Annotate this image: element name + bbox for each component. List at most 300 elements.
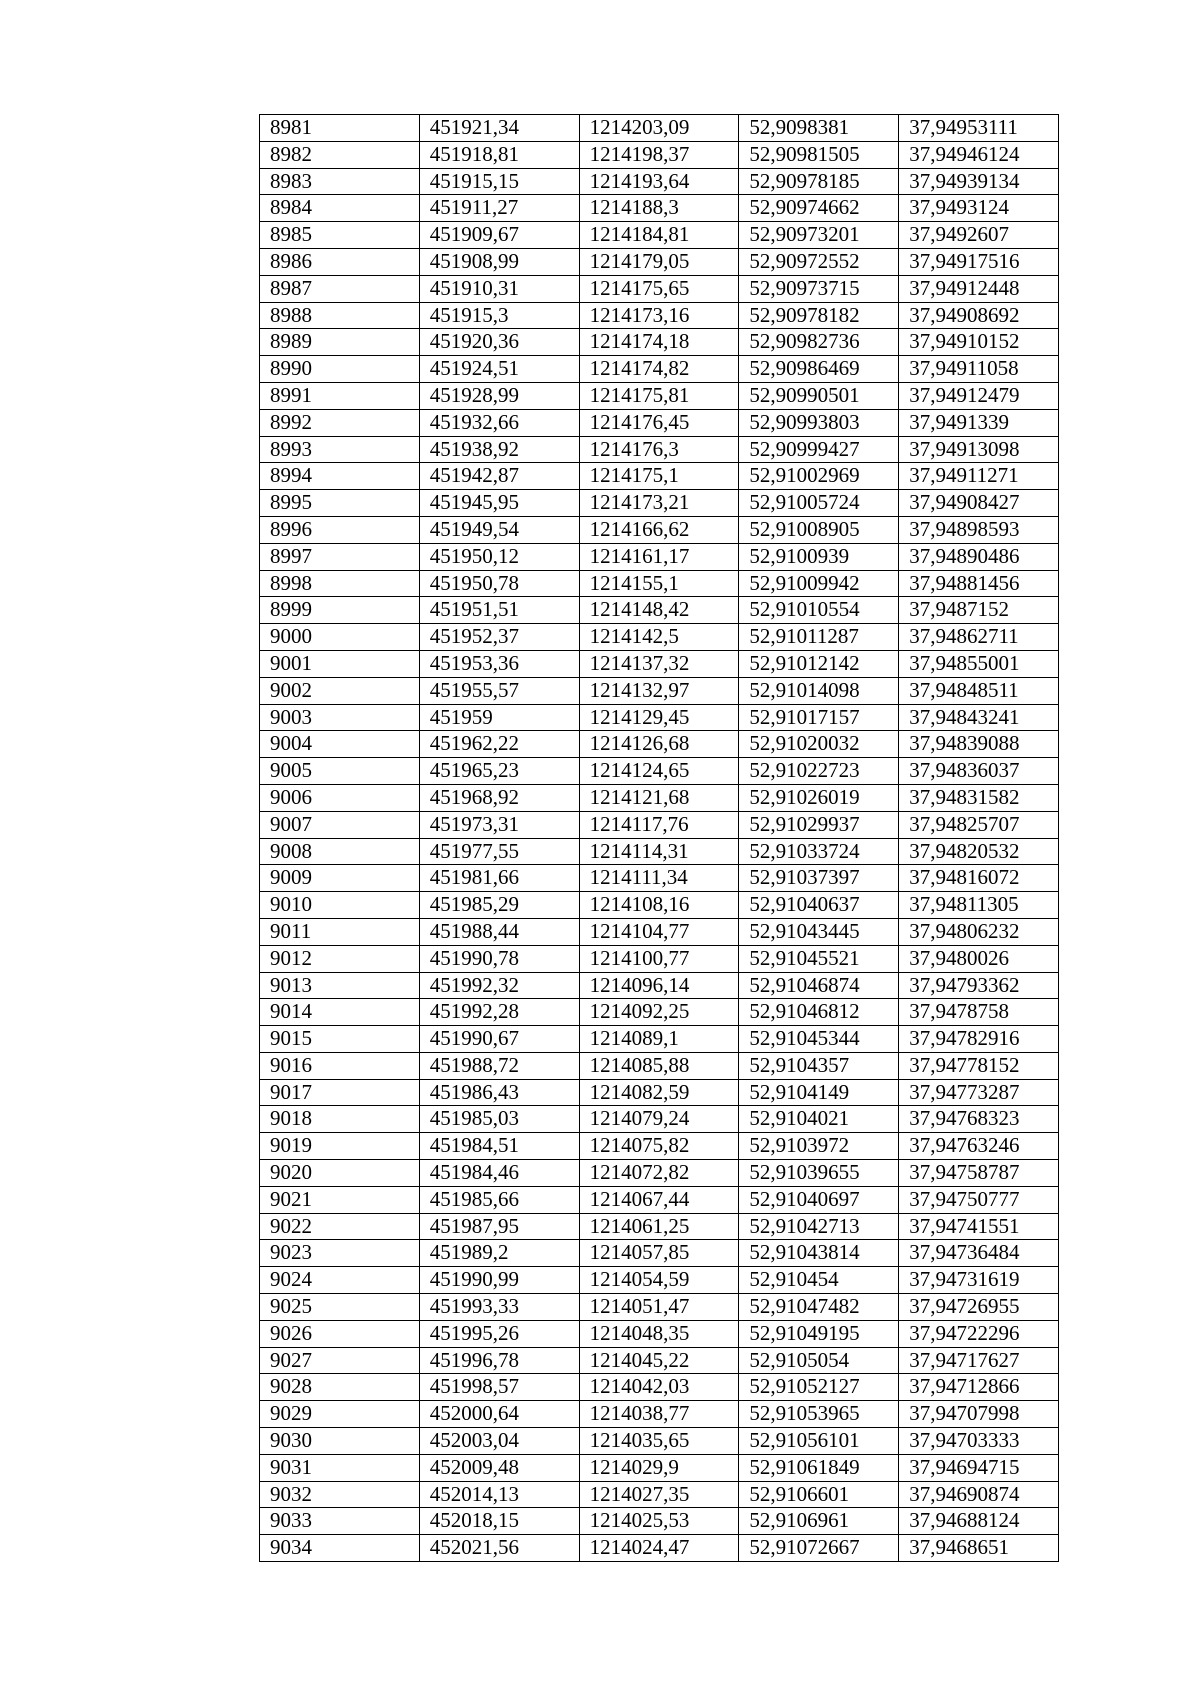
point-number-cell: 9034 [260, 1535, 420, 1562]
longitude-cell: 37,9493124 [899, 195, 1059, 222]
y-coordinate-cell: 1214092,25 [579, 999, 739, 1026]
latitude-cell: 52,90972552 [739, 248, 899, 275]
table-row [260, 731, 1059, 758]
point-number-cell: 8984 [260, 195, 420, 222]
point-number-cell: 9009 [260, 865, 420, 892]
point-number-cell: 8983 [260, 168, 420, 195]
x-coordinate-cell: 451993,33 [419, 1294, 579, 1321]
latitude-cell: 52,9104021 [739, 1106, 899, 1133]
table-row [260, 1347, 1059, 1374]
table-row [260, 784, 1059, 811]
y-coordinate-cell: 1214129,45 [579, 704, 739, 731]
latitude-cell: 52,90978182 [739, 302, 899, 329]
latitude-cell: 52,91045344 [739, 1026, 899, 1053]
y-coordinate-cell: 1214111,34 [579, 865, 739, 892]
y-coordinate-cell: 1214096,14 [579, 972, 739, 999]
longitude-cell: 37,9480026 [899, 945, 1059, 972]
table-row [260, 436, 1059, 463]
point-number-cell: 9006 [260, 784, 420, 811]
point-number-cell: 9023 [260, 1240, 420, 1267]
point-number-cell: 9033 [260, 1508, 420, 1535]
table-row [260, 1052, 1059, 1079]
x-coordinate-cell: 451990,67 [419, 1026, 579, 1053]
table-row [260, 1186, 1059, 1213]
y-coordinate-cell: 1214035,65 [579, 1428, 739, 1455]
longitude-cell: 37,94694715 [899, 1454, 1059, 1481]
point-number-cell: 8991 [260, 382, 420, 409]
point-number-cell: 9019 [260, 1133, 420, 1160]
longitude-cell: 37,94843241 [899, 704, 1059, 731]
x-coordinate-cell: 451992,32 [419, 972, 579, 999]
y-coordinate-cell: 1214085,88 [579, 1052, 739, 1079]
y-coordinate-cell: 1214072,82 [579, 1160, 739, 1187]
latitude-cell: 52,91009942 [739, 570, 899, 597]
latitude-cell: 52,910454 [739, 1267, 899, 1294]
x-coordinate-cell: 451988,44 [419, 918, 579, 945]
longitude-cell: 37,94820532 [899, 838, 1059, 865]
table-row [260, 168, 1059, 195]
longitude-cell: 37,94825707 [899, 811, 1059, 838]
latitude-cell: 52,91046874 [739, 972, 899, 999]
y-coordinate-cell: 1214132,97 [579, 677, 739, 704]
point-number-cell: 9022 [260, 1213, 420, 1240]
y-coordinate-cell: 1214175,1 [579, 463, 739, 490]
x-coordinate-cell: 452003,04 [419, 1428, 579, 1455]
y-coordinate-cell: 1214045,22 [579, 1347, 739, 1374]
y-coordinate-cell: 1214175,65 [579, 275, 739, 302]
table-row [260, 1508, 1059, 1535]
latitude-cell: 52,91029937 [739, 811, 899, 838]
point-number-cell: 9018 [260, 1106, 420, 1133]
point-number-cell: 8982 [260, 141, 420, 168]
point-number-cell: 9027 [260, 1347, 420, 1374]
longitude-cell: 37,94773287 [899, 1079, 1059, 1106]
longitude-cell: 37,94917516 [899, 248, 1059, 275]
y-coordinate-cell: 1214054,59 [579, 1267, 739, 1294]
latitude-cell: 52,91052127 [739, 1374, 899, 1401]
y-coordinate-cell: 1214126,68 [579, 731, 739, 758]
table-row [260, 275, 1059, 302]
point-number-cell: 9011 [260, 918, 420, 945]
point-number-cell: 9008 [260, 838, 420, 865]
point-number-cell: 9031 [260, 1454, 420, 1481]
coordinates-table-body [260, 115, 1059, 1562]
latitude-cell: 52,90973201 [739, 222, 899, 249]
table-row [260, 1320, 1059, 1347]
y-coordinate-cell: 1214038,77 [579, 1401, 739, 1428]
x-coordinate-cell: 451910,31 [419, 275, 579, 302]
latitude-cell: 52,9106601 [739, 1481, 899, 1508]
x-coordinate-cell: 451921,34 [419, 115, 579, 142]
table-row [260, 1240, 1059, 1267]
x-coordinate-cell: 452014,13 [419, 1481, 579, 1508]
latitude-cell: 52,91072667 [739, 1535, 899, 1562]
latitude-cell: 52,9106961 [739, 1508, 899, 1535]
table-row [260, 999, 1059, 1026]
point-number-cell: 9017 [260, 1079, 420, 1106]
latitude-cell: 52,91061849 [739, 1454, 899, 1481]
longitude-cell: 37,94881456 [899, 570, 1059, 597]
table-row [260, 570, 1059, 597]
y-coordinate-cell: 1214029,9 [579, 1454, 739, 1481]
table-row [260, 115, 1059, 142]
longitude-cell: 37,94690874 [899, 1481, 1059, 1508]
table-row [260, 1267, 1059, 1294]
y-coordinate-cell: 1214117,76 [579, 811, 739, 838]
longitude-cell: 37,94910152 [899, 329, 1059, 356]
x-coordinate-cell: 451984,46 [419, 1160, 579, 1187]
x-coordinate-cell: 451962,22 [419, 731, 579, 758]
x-coordinate-cell: 452018,15 [419, 1508, 579, 1535]
longitude-cell: 37,94806232 [899, 918, 1059, 945]
table-row [260, 972, 1059, 999]
y-coordinate-cell: 1214089,1 [579, 1026, 739, 1053]
latitude-cell: 52,90999427 [739, 436, 899, 463]
point-number-cell: 8992 [260, 409, 420, 436]
table-row [260, 1026, 1059, 1053]
table-row [260, 490, 1059, 517]
table-row [260, 704, 1059, 731]
longitude-cell: 37,94736484 [899, 1240, 1059, 1267]
latitude-cell: 52,91040697 [739, 1186, 899, 1213]
longitude-cell: 37,94782916 [899, 1026, 1059, 1053]
longitude-cell: 37,94953111 [899, 115, 1059, 142]
x-coordinate-cell: 451977,55 [419, 838, 579, 865]
point-number-cell: 8995 [260, 490, 420, 517]
table-row [260, 838, 1059, 865]
table-row [260, 1106, 1059, 1133]
y-coordinate-cell: 1214193,64 [579, 168, 739, 195]
point-number-cell: 9002 [260, 677, 420, 704]
point-number-cell: 8981 [260, 115, 420, 142]
y-coordinate-cell: 1214161,17 [579, 543, 739, 570]
table-row [260, 1454, 1059, 1481]
longitude-cell: 37,94768323 [899, 1106, 1059, 1133]
longitude-cell: 37,94908427 [899, 490, 1059, 517]
table-row [260, 677, 1059, 704]
point-number-cell: 8985 [260, 222, 420, 249]
longitude-cell: 37,94778152 [899, 1052, 1059, 1079]
latitude-cell: 52,91040637 [739, 892, 899, 919]
y-coordinate-cell: 1214198,37 [579, 141, 739, 168]
x-coordinate-cell: 451968,92 [419, 784, 579, 811]
longitude-cell: 37,9487152 [899, 597, 1059, 624]
y-coordinate-cell: 1214175,81 [579, 382, 739, 409]
table-row [260, 1401, 1059, 1428]
y-coordinate-cell: 1214179,05 [579, 248, 739, 275]
latitude-cell: 52,90973715 [739, 275, 899, 302]
longitude-cell: 37,94946124 [899, 141, 1059, 168]
x-coordinate-cell: 451938,92 [419, 436, 579, 463]
point-number-cell: 9032 [260, 1481, 420, 1508]
point-number-cell: 9010 [260, 892, 420, 919]
point-number-cell: 8998 [260, 570, 420, 597]
table-row [260, 1535, 1059, 1562]
point-number-cell: 9015 [260, 1026, 420, 1053]
longitude-cell: 37,94908692 [899, 302, 1059, 329]
point-number-cell: 8988 [260, 302, 420, 329]
latitude-cell: 52,91008905 [739, 516, 899, 543]
x-coordinate-cell: 452000,64 [419, 1401, 579, 1428]
table-row [260, 1428, 1059, 1455]
table-row [260, 945, 1059, 972]
point-number-cell: 9021 [260, 1186, 420, 1213]
y-coordinate-cell: 1214114,31 [579, 838, 739, 865]
point-number-cell: 8996 [260, 516, 420, 543]
latitude-cell: 52,91010554 [739, 597, 899, 624]
table-row [260, 892, 1059, 919]
x-coordinate-cell: 452009,48 [419, 1454, 579, 1481]
longitude-cell: 37,94811305 [899, 892, 1059, 919]
y-coordinate-cell: 1214184,81 [579, 222, 739, 249]
table-row [260, 516, 1059, 543]
table-row [260, 918, 1059, 945]
x-coordinate-cell: 451989,2 [419, 1240, 579, 1267]
latitude-cell: 52,90982736 [739, 329, 899, 356]
latitude-cell: 52,91017157 [739, 704, 899, 731]
y-coordinate-cell: 1214155,1 [579, 570, 739, 597]
longitude-cell: 37,94912479 [899, 382, 1059, 409]
y-coordinate-cell: 1214188,3 [579, 195, 739, 222]
y-coordinate-cell: 1214100,77 [579, 945, 739, 972]
longitude-cell: 37,94913098 [899, 436, 1059, 463]
y-coordinate-cell: 1214025,53 [579, 1508, 739, 1535]
point-number-cell: 8997 [260, 543, 420, 570]
longitude-cell: 37,94862711 [899, 624, 1059, 651]
y-coordinate-cell: 1214166,62 [579, 516, 739, 543]
table-row [260, 1374, 1059, 1401]
point-number-cell: 9025 [260, 1294, 420, 1321]
longitude-cell: 37,94793362 [899, 972, 1059, 999]
point-number-cell: 9005 [260, 758, 420, 785]
y-coordinate-cell: 1214104,77 [579, 918, 739, 945]
y-coordinate-cell: 1214173,21 [579, 490, 739, 517]
longitude-cell: 37,94703333 [899, 1428, 1059, 1455]
x-coordinate-cell: 451932,66 [419, 409, 579, 436]
latitude-cell: 52,9104149 [739, 1079, 899, 1106]
longitude-cell: 37,94741551 [899, 1213, 1059, 1240]
table-row [260, 141, 1059, 168]
latitude-cell: 52,91043814 [739, 1240, 899, 1267]
latitude-cell: 52,90981505 [739, 141, 899, 168]
latitude-cell: 52,91026019 [739, 784, 899, 811]
latitude-cell: 52,91020032 [739, 731, 899, 758]
table-row [260, 356, 1059, 383]
y-coordinate-cell: 1214075,82 [579, 1133, 739, 1160]
table-row [260, 382, 1059, 409]
longitude-cell: 37,9478758 [899, 999, 1059, 1026]
x-coordinate-cell: 451990,78 [419, 945, 579, 972]
x-coordinate-cell: 451911,27 [419, 195, 579, 222]
y-coordinate-cell: 1214137,32 [579, 650, 739, 677]
y-coordinate-cell: 1214174,18 [579, 329, 739, 356]
table-row [260, 463, 1059, 490]
latitude-cell: 52,90993803 [739, 409, 899, 436]
longitude-cell: 37,94750777 [899, 1186, 1059, 1213]
y-coordinate-cell: 1214173,16 [579, 302, 739, 329]
latitude-cell: 52,91039655 [739, 1160, 899, 1187]
table-row [260, 409, 1059, 436]
x-coordinate-cell: 451981,66 [419, 865, 579, 892]
y-coordinate-cell: 1214061,25 [579, 1213, 739, 1240]
longitude-cell: 37,94731619 [899, 1267, 1059, 1294]
point-number-cell: 8986 [260, 248, 420, 275]
point-number-cell: 9013 [260, 972, 420, 999]
latitude-cell: 52,91047482 [739, 1294, 899, 1321]
table-row [260, 758, 1059, 785]
x-coordinate-cell: 451924,51 [419, 356, 579, 383]
latitude-cell: 52,91011287 [739, 624, 899, 651]
latitude-cell: 52,91045521 [739, 945, 899, 972]
y-coordinate-cell: 1214142,5 [579, 624, 739, 651]
longitude-cell: 37,94726955 [899, 1294, 1059, 1321]
x-coordinate-cell: 451953,36 [419, 650, 579, 677]
point-number-cell: 9029 [260, 1401, 420, 1428]
latitude-cell: 52,91037397 [739, 865, 899, 892]
y-coordinate-cell: 1214174,82 [579, 356, 739, 383]
longitude-cell: 37,94717627 [899, 1347, 1059, 1374]
x-coordinate-cell: 452021,56 [419, 1535, 579, 1562]
y-coordinate-cell: 1214082,59 [579, 1079, 739, 1106]
point-number-cell: 9030 [260, 1428, 420, 1455]
latitude-cell: 52,91014098 [739, 677, 899, 704]
x-coordinate-cell: 451985,66 [419, 1186, 579, 1213]
point-number-cell: 8990 [260, 356, 420, 383]
longitude-cell: 37,94836037 [899, 758, 1059, 785]
table-row [260, 1160, 1059, 1187]
longitude-cell: 37,9492607 [899, 222, 1059, 249]
y-coordinate-cell: 1214067,44 [579, 1186, 739, 1213]
x-coordinate-cell: 451915,15 [419, 168, 579, 195]
latitude-cell: 52,91033724 [739, 838, 899, 865]
latitude-cell: 52,90974662 [739, 195, 899, 222]
point-number-cell: 8994 [260, 463, 420, 490]
coordinates-table [259, 114, 1059, 1562]
table-row [260, 1294, 1059, 1321]
longitude-cell: 37,94763246 [899, 1133, 1059, 1160]
x-coordinate-cell: 451996,78 [419, 1347, 579, 1374]
y-coordinate-cell: 1214121,68 [579, 784, 739, 811]
point-number-cell: 9028 [260, 1374, 420, 1401]
table-row [260, 329, 1059, 356]
x-coordinate-cell: 451955,57 [419, 677, 579, 704]
y-coordinate-cell: 1214108,16 [579, 892, 739, 919]
longitude-cell: 37,94758787 [899, 1160, 1059, 1187]
table-row [260, 195, 1059, 222]
x-coordinate-cell: 451998,57 [419, 1374, 579, 1401]
x-coordinate-cell: 451986,43 [419, 1079, 579, 1106]
point-number-cell: 9004 [260, 731, 420, 758]
longitude-cell: 37,94839088 [899, 731, 1059, 758]
latitude-cell: 52,90990501 [739, 382, 899, 409]
latitude-cell: 52,91042713 [739, 1213, 899, 1240]
x-coordinate-cell: 451951,51 [419, 597, 579, 624]
y-coordinate-cell: 1214057,85 [579, 1240, 739, 1267]
x-coordinate-cell: 451990,99 [419, 1267, 579, 1294]
y-coordinate-cell: 1214203,09 [579, 115, 739, 142]
table-row [260, 811, 1059, 838]
table-row [260, 865, 1059, 892]
longitude-cell: 37,94722296 [899, 1320, 1059, 1347]
table-row [260, 543, 1059, 570]
y-coordinate-cell: 1214148,42 [579, 597, 739, 624]
latitude-cell: 52,91053965 [739, 1401, 899, 1428]
longitude-cell: 37,94816072 [899, 865, 1059, 892]
x-coordinate-cell: 451952,37 [419, 624, 579, 651]
x-coordinate-cell: 451959 [419, 704, 579, 731]
x-coordinate-cell: 451987,95 [419, 1213, 579, 1240]
x-coordinate-cell: 451995,26 [419, 1320, 579, 1347]
longitude-cell: 37,94688124 [899, 1508, 1059, 1535]
point-number-cell: 9007 [260, 811, 420, 838]
y-coordinate-cell: 1214024,47 [579, 1535, 739, 1562]
table-row [260, 597, 1059, 624]
point-number-cell: 9026 [260, 1320, 420, 1347]
longitude-cell: 37,9491339 [899, 409, 1059, 436]
longitude-cell: 37,94939134 [899, 168, 1059, 195]
longitude-cell: 37,94855001 [899, 650, 1059, 677]
point-number-cell: 9000 [260, 624, 420, 651]
longitude-cell: 37,94707998 [899, 1401, 1059, 1428]
x-coordinate-cell: 451985,03 [419, 1106, 579, 1133]
longitude-cell: 37,94911058 [899, 356, 1059, 383]
table-row [260, 222, 1059, 249]
point-number-cell: 9003 [260, 704, 420, 731]
table-row [260, 248, 1059, 275]
point-number-cell: 9014 [260, 999, 420, 1026]
x-coordinate-cell: 451992,28 [419, 999, 579, 1026]
longitude-cell: 37,94912448 [899, 275, 1059, 302]
latitude-cell: 52,91012142 [739, 650, 899, 677]
table-row [260, 1079, 1059, 1106]
y-coordinate-cell: 1214079,24 [579, 1106, 739, 1133]
x-coordinate-cell: 451950,12 [419, 543, 579, 570]
latitude-cell: 52,9104357 [739, 1052, 899, 1079]
x-coordinate-cell: 451950,78 [419, 570, 579, 597]
table-row [260, 1481, 1059, 1508]
x-coordinate-cell: 451942,87 [419, 463, 579, 490]
latitude-cell: 52,91005724 [739, 490, 899, 517]
table-row [260, 1133, 1059, 1160]
x-coordinate-cell: 451908,99 [419, 248, 579, 275]
latitude-cell: 52,91022723 [739, 758, 899, 785]
x-coordinate-cell: 451973,31 [419, 811, 579, 838]
y-coordinate-cell: 1214027,35 [579, 1481, 739, 1508]
point-number-cell: 9012 [260, 945, 420, 972]
x-coordinate-cell: 451928,99 [419, 382, 579, 409]
x-coordinate-cell: 451909,67 [419, 222, 579, 249]
latitude-cell: 52,91056101 [739, 1428, 899, 1455]
table-row [260, 624, 1059, 651]
longitude-cell: 37,94911271 [899, 463, 1059, 490]
y-coordinate-cell: 1214176,3 [579, 436, 739, 463]
longitude-cell: 37,94831582 [899, 784, 1059, 811]
y-coordinate-cell: 1214048,35 [579, 1320, 739, 1347]
latitude-cell: 52,90986469 [739, 356, 899, 383]
table-row [260, 1213, 1059, 1240]
latitude-cell: 52,91043445 [739, 918, 899, 945]
latitude-cell: 52,90978185 [739, 168, 899, 195]
latitude-cell: 52,9100939 [739, 543, 899, 570]
y-coordinate-cell: 1214042,03 [579, 1374, 739, 1401]
x-coordinate-cell: 451984,51 [419, 1133, 579, 1160]
longitude-cell: 37,94898593 [899, 516, 1059, 543]
latitude-cell: 52,91002969 [739, 463, 899, 490]
point-number-cell: 8987 [260, 275, 420, 302]
point-number-cell: 8999 [260, 597, 420, 624]
latitude-cell: 52,91046812 [739, 999, 899, 1026]
x-coordinate-cell: 451965,23 [419, 758, 579, 785]
